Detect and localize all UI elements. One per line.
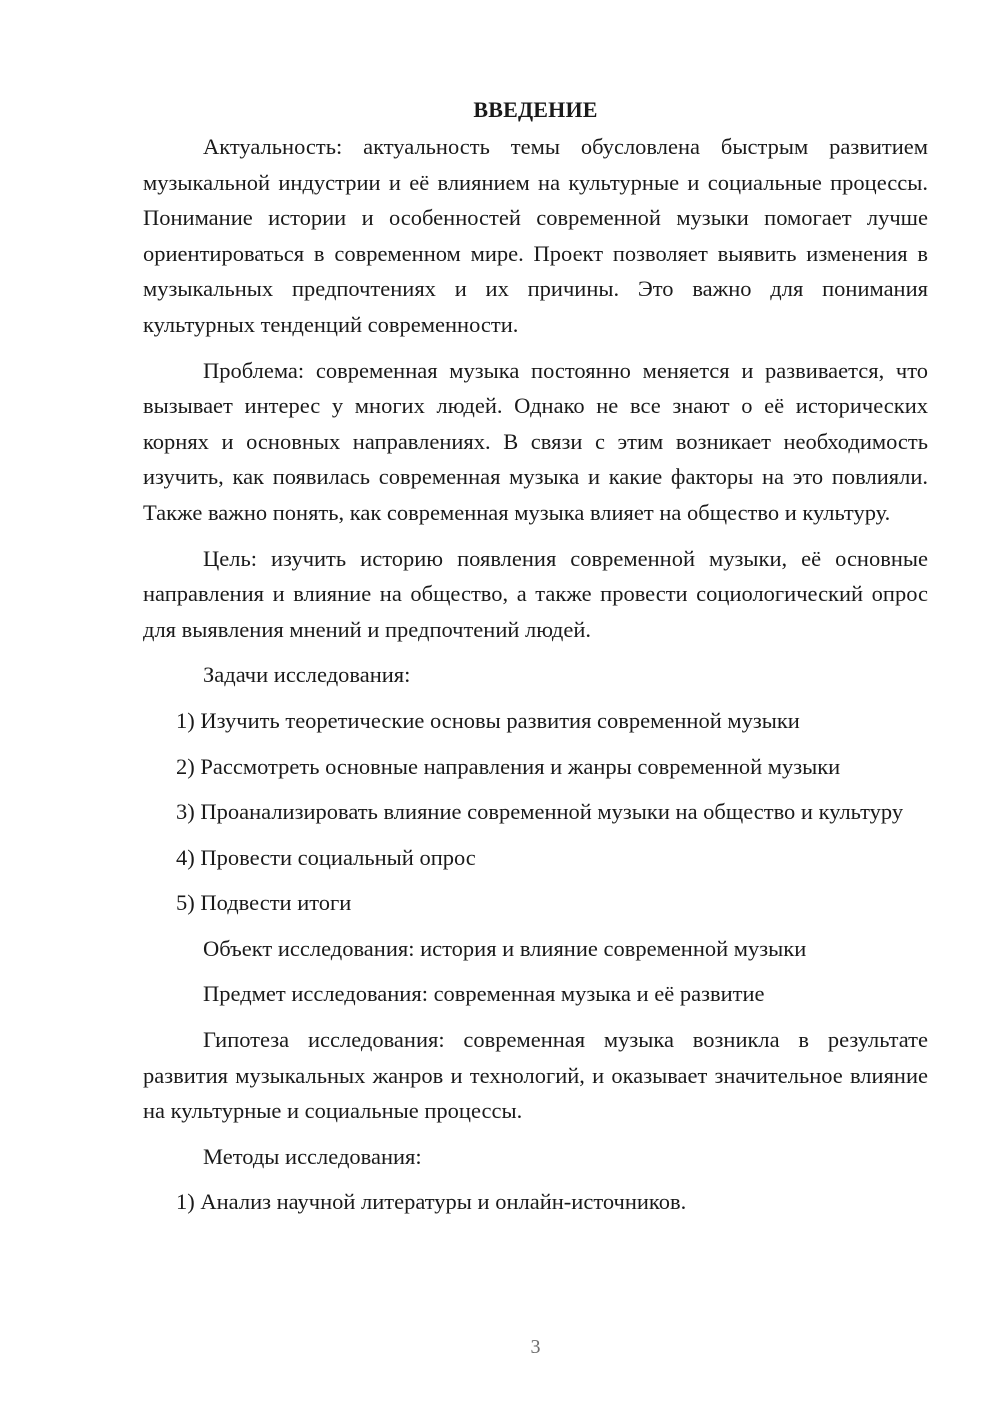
task-item: 4) Провести социальный опрос: [176, 844, 476, 870]
task-item: 2) Рассмотреть основные направления и жанры современной музыки: [176, 753, 841, 779]
relevance-paragraph: Актуальность: актуальность темы обусловлена быстрым развитием музыкальной индустрии и её влиянием на культурные и социальные процессы. Понимание истории и особенностей современной музыки помогает лучше ориентироваться в современном мире. Проект позволяет выявить изменения в музыкальных предпочтениях и их причины. Это важно для понимания культурных тенденций современности.: [143, 134, 928, 337]
tasks-heading: Задачи исследования:: [203, 662, 411, 688]
problem-paragraph: Проблема: современная музыка постоянно меняется и развивается, что вызывает интерес у многих людей. Однако не все знают о её исторических корнях и основных направлениях. В связи с этим возникает необходимость изучить, как появилась современная музыка и какие факторы на это повлияли. Также важно понять, как современная музыка влияет на общество и культуру.: [143, 357, 928, 525]
hypothesis-paragraph: Гипотеза исследования: современная музыка возникла в результате развития музыкальных жанров и технологий, и оказывает значительное влияние на культурные и социальные процессы.: [143, 1027, 928, 1124]
page-title: ВВЕДЕНИЕ: [473, 97, 598, 122]
task-item: 5) Подвести итоги: [176, 890, 352, 916]
page-number: 3: [530, 1336, 541, 1358]
task-item: 3) Проанализировать влияние современной музыки на общество и культуру: [176, 799, 904, 825]
document-page: [143, 96, 928, 1220]
object-paragraph: Объект исследования: история и влияние современной музыки: [203, 935, 807, 961]
method-item: 1) Анализ научной литературы и онлайн-источников.: [176, 1189, 687, 1215]
task-item: 1) Изучить теоретические основы развития современной музыки: [176, 707, 800, 733]
goal-paragraph: Цель: изучить историю появления современной музыки, её основные направления и влияние на общество, а также провести социологический опрос для выявления мнений и предпочтений людей.: [143, 545, 928, 642]
methods-heading: Методы исследования:: [203, 1143, 422, 1169]
subject-paragraph: Предмет исследования: современная музыка и её развитие: [203, 981, 765, 1007]
